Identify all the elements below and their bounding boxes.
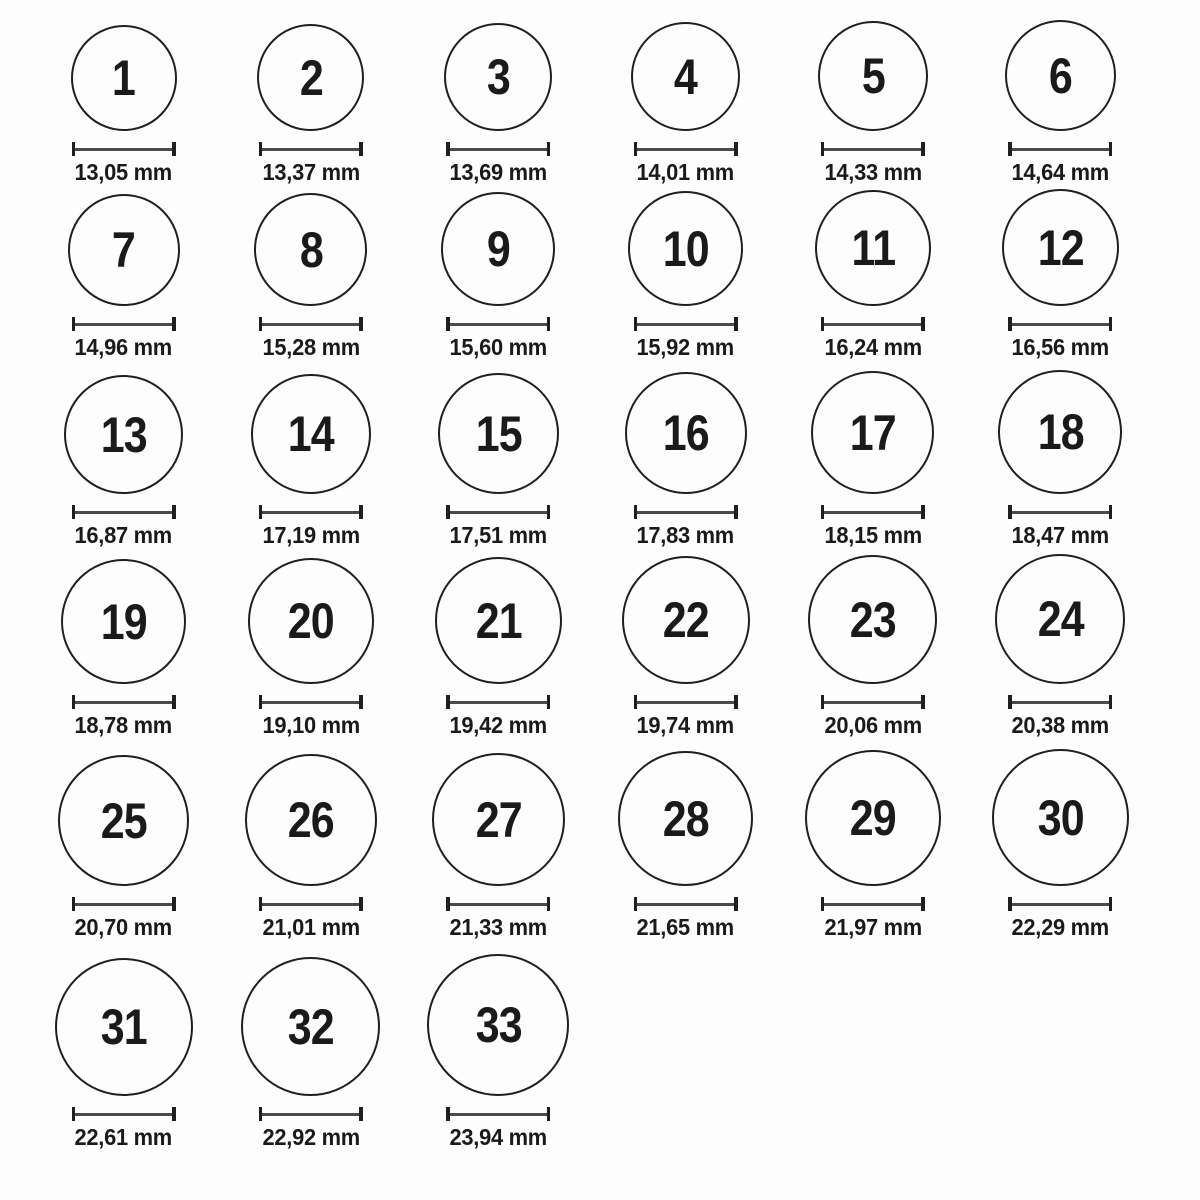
ring-cell-16 xyxy=(625,372,747,548)
diameter-label: 13,05 mm xyxy=(74,159,173,185)
ring-number: 19 xyxy=(100,593,147,650)
diameter-label: 19,42 mm xyxy=(449,712,547,738)
diameter-label: 21,65 mm xyxy=(636,914,735,940)
measure-bar xyxy=(450,148,547,151)
measure-bar xyxy=(824,701,921,704)
diameter-label: 17,83 mm xyxy=(636,522,735,548)
ring-cell-30 xyxy=(992,749,1129,940)
measure-tick-right-icon xyxy=(359,897,363,911)
ring-circle xyxy=(245,754,377,886)
diameter-label: 20,06 mm xyxy=(824,712,922,738)
diameter-label: 18,15 mm xyxy=(824,522,922,548)
measure-bar xyxy=(824,323,921,326)
diameter-measure-line xyxy=(634,897,738,911)
ring-circle xyxy=(1005,20,1116,131)
diameter-label: 14,96 mm xyxy=(74,334,173,360)
diameter-label: 22,61 mm xyxy=(74,1124,173,1150)
ring-number: 4 xyxy=(674,48,698,105)
diameter-measure-line xyxy=(259,142,363,156)
ring-cell-19 xyxy=(61,559,186,738)
ring-number: 14 xyxy=(287,406,335,462)
diameter-label: 14,01 mm xyxy=(636,159,735,185)
diameter-measure-line xyxy=(446,505,550,519)
ring-number: 17 xyxy=(849,404,897,461)
diameter-label: 15,92 mm xyxy=(636,334,735,360)
measure-bar xyxy=(262,903,359,906)
ring-number: 10 xyxy=(662,220,709,277)
diameter-label: 17,19 mm xyxy=(262,522,360,548)
measure-bar xyxy=(637,701,734,704)
ring-circle xyxy=(995,554,1125,684)
diameter-label: 18,47 mm xyxy=(1011,522,1109,548)
ring-circle xyxy=(811,371,934,494)
ring-circle xyxy=(71,25,177,131)
ring-circle xyxy=(427,954,569,1096)
ring-circle xyxy=(248,558,374,684)
measure-bar xyxy=(262,148,359,151)
ring-circle xyxy=(618,751,753,886)
ring-number: 27 xyxy=(475,791,522,848)
measure-tick-right-icon xyxy=(921,505,925,519)
measure-bar xyxy=(75,1113,172,1116)
ring-circle xyxy=(808,555,937,684)
measure-tick-right-icon xyxy=(734,897,738,911)
measure-tick-right-icon xyxy=(172,695,176,709)
ring-cell-1 xyxy=(71,25,177,185)
ring-circle xyxy=(628,191,743,306)
ring-cell-10 xyxy=(628,191,743,360)
diameter-measure-line xyxy=(634,142,738,156)
ring-cell-7 xyxy=(68,194,180,360)
diameter-measure-line xyxy=(72,505,176,519)
diameter-label: 22,92 mm xyxy=(262,1124,360,1150)
measure-bar xyxy=(262,323,359,326)
measure-tick-right-icon xyxy=(547,695,551,709)
ring-cell-11 xyxy=(815,190,931,360)
measure-bar xyxy=(824,903,921,906)
ring-cell-33 xyxy=(427,954,569,1150)
ring-number: 11 xyxy=(851,220,895,276)
ring-number: 7 xyxy=(112,222,136,278)
measure-tick-right-icon xyxy=(1109,897,1113,911)
measure-tick-right-icon xyxy=(1109,695,1113,709)
diameter-label: 16,24 mm xyxy=(824,334,922,360)
diameter-label: 15,60 mm xyxy=(449,334,547,360)
diameter-measure-line xyxy=(446,142,550,156)
ring-number: 15 xyxy=(475,405,522,462)
ring-cell-6 xyxy=(1005,20,1116,185)
ring-number: 2 xyxy=(299,49,323,106)
measure-tick-right-icon xyxy=(921,897,925,911)
measure-bar xyxy=(262,1113,359,1116)
ring-number: 5 xyxy=(861,48,885,104)
ring-number: 9 xyxy=(486,221,510,277)
measure-bar xyxy=(75,903,172,906)
diameter-measure-line xyxy=(1008,505,1112,519)
ring-cell-28 xyxy=(618,751,753,940)
ring-cell-31 xyxy=(55,958,193,1150)
measure-bar xyxy=(450,701,547,704)
ring-number: 18 xyxy=(1037,404,1084,460)
measure-tick-right-icon xyxy=(921,317,925,331)
measure-bar xyxy=(450,323,547,326)
ring-cell-2 xyxy=(257,24,364,185)
ring-cell-32 xyxy=(241,957,380,1150)
ring-number: 33 xyxy=(475,997,522,1053)
diameter-measure-line xyxy=(821,897,925,911)
ring-number: 13 xyxy=(100,406,147,463)
measure-tick-right-icon xyxy=(1109,505,1113,519)
ring-circle xyxy=(64,375,183,494)
ring-circle xyxy=(254,193,367,306)
ring-number: 24 xyxy=(1037,591,1084,647)
ring-number: 23 xyxy=(849,591,897,648)
ring-cell-29 xyxy=(805,750,941,940)
diameter-measure-line xyxy=(446,897,550,911)
diameter-label: 16,87 mm xyxy=(74,522,173,548)
diameter-measure-line xyxy=(821,505,925,519)
ring-circle xyxy=(992,749,1129,886)
ring-cell-17 xyxy=(811,371,934,548)
ring-cell-12 xyxy=(1002,189,1119,360)
measure-bar xyxy=(824,148,921,151)
diameter-label: 17,51 mm xyxy=(449,522,547,548)
measure-tick-right-icon xyxy=(172,1107,176,1121)
diameter-measure-line xyxy=(72,142,176,156)
diameter-measure-line xyxy=(72,317,176,331)
ring-cell-9 xyxy=(441,192,555,360)
measure-bar xyxy=(75,511,172,514)
diameter-label: 21,01 mm xyxy=(262,914,360,940)
measure-bar xyxy=(75,701,172,704)
measure-bar xyxy=(1012,511,1109,514)
ring-circle xyxy=(444,23,552,131)
ring-cell-21 xyxy=(435,557,562,738)
measure-tick-right-icon xyxy=(734,695,738,709)
measure-tick-right-icon xyxy=(359,317,363,331)
diameter-measure-line xyxy=(72,897,176,911)
diameter-label: 23,94 mm xyxy=(449,1124,547,1150)
ring-cell-23 xyxy=(808,555,937,738)
ring-circle xyxy=(625,372,747,494)
ring-cell-14 xyxy=(251,374,371,548)
measure-tick-right-icon xyxy=(921,695,925,709)
diameter-label: 13,37 mm xyxy=(262,159,360,185)
ring-cell-20 xyxy=(248,558,374,738)
ring-number: 6 xyxy=(1048,47,1072,104)
measure-bar xyxy=(1012,701,1109,704)
diameter-measure-line xyxy=(259,1107,363,1121)
diameter-label: 14,33 mm xyxy=(824,159,922,185)
ring-circle xyxy=(622,556,750,684)
diameter-measure-line xyxy=(72,1107,176,1121)
ring-number: 32 xyxy=(287,998,335,1055)
diameter-measure-line xyxy=(1008,317,1112,331)
ring-circle xyxy=(818,21,928,131)
ring-circle xyxy=(257,24,364,131)
ring-circle xyxy=(631,22,740,131)
ring-cell-5 xyxy=(818,21,928,185)
ring-circle xyxy=(55,958,193,1096)
measure-tick-right-icon xyxy=(359,695,363,709)
ring-cell-24 xyxy=(995,554,1125,738)
measure-bar xyxy=(450,1113,547,1116)
diameter-measure-line xyxy=(1008,142,1112,156)
measure-tick-right-icon xyxy=(359,142,363,156)
measure-bar xyxy=(637,903,734,906)
diameter-label: 19,74 mm xyxy=(636,712,735,738)
ring-circle xyxy=(68,194,180,306)
ring-cell-4 xyxy=(631,22,740,185)
measure-bar xyxy=(1012,903,1109,906)
ring-number: 26 xyxy=(287,792,335,848)
measure-tick-right-icon xyxy=(734,142,738,156)
measure-tick-right-icon xyxy=(172,142,176,156)
measure-bar xyxy=(1012,323,1109,326)
ring-cell-18 xyxy=(998,370,1122,548)
ring-cell-13 xyxy=(64,375,183,548)
diameter-measure-line xyxy=(634,505,738,519)
ring-circle xyxy=(998,370,1122,494)
diameter-measure-line xyxy=(259,317,363,331)
diameter-label: 15,28 mm xyxy=(262,334,360,360)
ring-circle xyxy=(251,374,371,494)
measure-tick-right-icon xyxy=(359,505,363,519)
ring-cell-25 xyxy=(58,755,189,940)
diameter-label: 18,78 mm xyxy=(74,712,173,738)
ring-circle xyxy=(805,750,941,886)
diameter-measure-line xyxy=(1008,695,1112,709)
ring-number: 22 xyxy=(662,592,709,648)
measure-bar xyxy=(1012,148,1109,151)
diameter-measure-line xyxy=(446,1107,550,1121)
ring-number: 8 xyxy=(299,221,323,278)
diameter-label: 14,64 mm xyxy=(1011,159,1109,185)
ring-cell-26 xyxy=(245,754,377,940)
ring-cell-8 xyxy=(254,193,367,360)
measure-bar xyxy=(75,323,172,326)
ring-number: 12 xyxy=(1037,219,1084,276)
measure-bar xyxy=(75,148,172,151)
measure-tick-right-icon xyxy=(734,317,738,331)
ring-number: 20 xyxy=(287,593,335,649)
measure-bar xyxy=(450,511,547,514)
diameter-label: 20,70 mm xyxy=(74,914,173,940)
measure-tick-right-icon xyxy=(1109,142,1113,156)
ring-number: 28 xyxy=(662,790,709,847)
ring-cell-27 xyxy=(432,753,565,940)
diameter-measure-line xyxy=(259,695,363,709)
ring-number: 25 xyxy=(100,792,147,849)
diameter-measure-line xyxy=(634,695,738,709)
measure-bar xyxy=(262,511,359,514)
ring-cell-15 xyxy=(438,373,559,548)
ring-circle xyxy=(58,755,189,886)
diameter-measure-line xyxy=(1008,897,1112,911)
diameter-label: 20,38 mm xyxy=(1011,712,1109,738)
ring-number: 31 xyxy=(100,999,147,1055)
measure-bar xyxy=(262,701,359,704)
measure-bar xyxy=(637,511,734,514)
measure-tick-right-icon xyxy=(547,505,551,519)
measure-bar xyxy=(450,903,547,906)
diameter-measure-line xyxy=(446,695,550,709)
measure-tick-right-icon xyxy=(172,317,176,331)
ring-circle xyxy=(815,190,931,306)
measure-tick-right-icon xyxy=(547,897,551,911)
measure-tick-right-icon xyxy=(172,897,176,911)
diameter-measure-line xyxy=(821,695,925,709)
ring-number: 16 xyxy=(662,405,709,461)
ring-number: 1 xyxy=(112,50,136,106)
ring-number: 3 xyxy=(486,49,510,105)
diameter-measure-line xyxy=(821,317,925,331)
ring-circle xyxy=(61,559,186,684)
ring-circle xyxy=(432,753,565,886)
diameter-label: 16,56 mm xyxy=(1011,334,1109,360)
ring-cell-3 xyxy=(444,23,552,185)
ring-cell-22 xyxy=(622,556,750,738)
measure-tick-right-icon xyxy=(547,142,551,156)
diameter-label: 19,10 mm xyxy=(262,712,360,738)
measure-bar xyxy=(637,323,734,326)
ring-number: 30 xyxy=(1037,789,1084,846)
measure-tick-right-icon xyxy=(734,505,738,519)
diameter-label: 21,97 mm xyxy=(824,914,922,940)
diameter-label: 21,33 mm xyxy=(449,914,547,940)
diameter-measure-line xyxy=(821,142,925,156)
measure-tick-right-icon xyxy=(921,142,925,156)
ring-circle xyxy=(435,557,562,684)
diameter-measure-line xyxy=(259,897,363,911)
diameter-measure-line xyxy=(259,505,363,519)
measure-tick-right-icon xyxy=(547,317,551,331)
ring-number: 29 xyxy=(849,790,897,846)
diameter-measure-line xyxy=(634,317,738,331)
ring-number: 21 xyxy=(475,592,522,649)
measure-tick-right-icon xyxy=(359,1107,363,1121)
measure-tick-right-icon xyxy=(172,505,176,519)
ring-circle xyxy=(241,957,380,1096)
diameter-label: 13,69 mm xyxy=(449,159,547,185)
measure-tick-right-icon xyxy=(1109,317,1113,331)
diameter-label: 22,29 mm xyxy=(1011,914,1109,940)
ring-circle xyxy=(438,373,559,494)
measure-tick-right-icon xyxy=(547,1107,551,1121)
diameter-measure-line xyxy=(446,317,550,331)
measure-bar xyxy=(637,148,734,151)
diameter-measure-line xyxy=(72,695,176,709)
ring-circle xyxy=(1002,189,1119,306)
measure-bar xyxy=(824,511,921,514)
ring-circle xyxy=(441,192,555,306)
